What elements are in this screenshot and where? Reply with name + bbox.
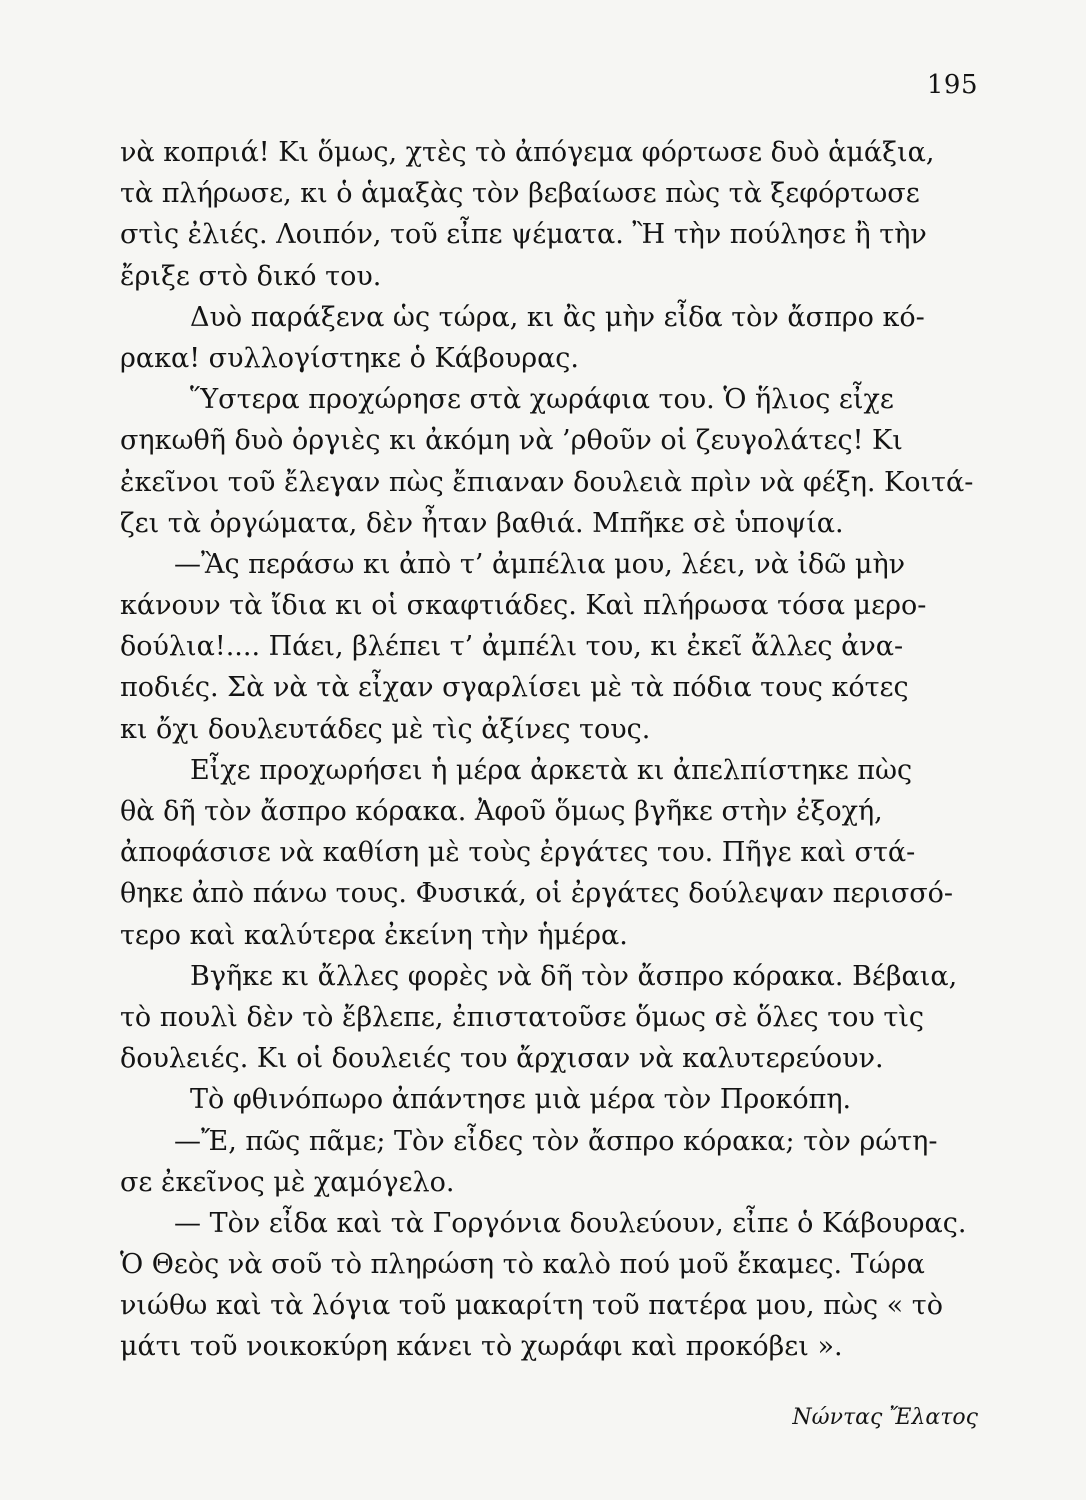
text-line: Ὁ Θεὸς νὰ σοῦ τὸ πληρώση τὸ καλὸ πού μοῦ ἔκαμες. Τώρα [120, 1249, 925, 1281]
text-line: Εἶχε προχωρήσει ἡ μέρα ἀρκετὰ κι ἀπελπίστηκε πὼς [190, 754, 913, 786]
text-line: δούλια!.... Πάει, βλέπει τ’ ἀμπέλι του, κι ἐκεῖ ἄλλες ἀνα- [120, 631, 904, 663]
text-line: μάτι τοῦ νοικοκύρη κάνει τὸ χωράφι καὶ προκόβει ». [120, 1331, 843, 1363]
page-number: 195 [926, 70, 978, 100]
text-line: θὰ δῆ τὸν ἄσπρο κόρακα. Ἀφοῦ ὅμως βγῆκε στὴν ἐξοχή, [120, 796, 883, 827]
text-line: νὰ κοπριά! Κι ὅμως, χτὲς τὸ ἀπόγεμα φόρτωσε δυὸ ἁμάξια, [120, 137, 935, 168]
text-line: ποδιές. Σὰ νὰ τὰ εἶχαν σγαρλίσει μὲ τὰ πόδια τους κότες [120, 672, 909, 704]
text-line: — Τὸν εἶδα καὶ τὰ Γοργόνια δουλεύουν, εἶπε ὁ Κάβουρας. [174, 1207, 967, 1239]
text-line: ἐκεῖνοι τοῦ ἔλεγαν πὼς ἔπιαναν δουλειὰ πρὶν νὰ φέξη. Κοιτά- [120, 466, 974, 498]
text-line: ρακα! συλλογίστηκε ὁ Κάβουρας. [120, 342, 580, 374]
text-line: Δυὸ παράξενα ὡς τώρα, κι ἂς μὴν εἶδα τὸν ἄσπρο κό- [190, 301, 925, 333]
text-line: σηκωθῆ δυὸ ὀργιὲς κι ἀκόμη νὰ ’ρθοῦν οἱ ζευγολάτες! Κι [120, 425, 903, 457]
text-line: σε ἐκεῖνος μὲ χαμόγελο. [120, 1166, 455, 1198]
text-line: Τὸ φθινόπωρο ἀπάντησε μιὰ μέρα τὸν Προκόπη. [190, 1084, 852, 1116]
text-line: κάνουν τὰ ἴδια κι οἱ σκαφτιάδες. Καὶ πλήρωσα τόσα μερο- [120, 590, 927, 622]
text-line: τερο καὶ καλύτερα ἐκείνη τὴν ἡμέρα. [120, 919, 628, 951]
text-line: ἀποφάσισε νὰ καθίση μὲ τοὺς ἐργάτες του. Πῆγε καὶ στά- [120, 837, 916, 869]
text-line: στὶς ἐλιές. Λοιπόν, τοῦ εἶπε ψέματα. Ἢ τὴν πούλησε ἢ τὴν [120, 219, 927, 251]
text-line: Ὕστερα προχώρησε στὰ χωράφια του. Ὁ ἥλιος εἶχε [190, 384, 894, 416]
text-line: ζει τὰ ὀργώματα, δὲν ἦταν βαθιά. Μπῆκε σὲ ὑποψία. [120, 507, 844, 539]
text-line: ἔριξε στὸ δικό του. [120, 260, 382, 292]
text-line: Βγῆκε κι ἄλλες φορὲς νὰ δῆ τὸν ἄσπρο κόρακα. Βέβαια, [190, 960, 958, 992]
text-line: —Ἔ, πῶς πᾶμε; Τὸν εἶδες τὸν ἄσπρο κόρακα; τὸν ρώτη- [174, 1125, 938, 1157]
text-line: κι ὄχι δουλευτάδες μὲ τὶς ἀξίνες τους. [120, 713, 651, 745]
text-line: θηκε ἀπὸ πάνω τους. Φυσικά, οἱ ἐργάτες δούλεψαν περισσό- [120, 878, 954, 910]
author-signature: Νώντας Ἔλατος [792, 1405, 978, 1430]
body-text [120, 132, 976, 1368]
text-line: δουλειές. Κι οἱ δουλειές του ἄρχισαν νὰ καλυτερεύουν. [120, 1043, 884, 1075]
text-line: τὸ πουλὶ δὲν τὸ ἔβλεπε, ἐπιστατοῦσε ὅμως σὲ ὅλες του τὶς [120, 1001, 925, 1033]
text-line: τὰ πλήρωσε, κι ὁ ἁμαξὰς τὸν βεβαίωσε πὼς τὰ ξεφόρτωσε [120, 178, 920, 210]
text-line: —Ἂς περάσω κι ἀπὸ τ’ ἀμπέλια μου, λέει, νὰ ἰδῶ μὴν [174, 548, 906, 580]
text-line: νιώθω καὶ τὰ λόγια τοῦ μακαρίτη τοῦ πατέρα μου, πὼς « τὸ [120, 1290, 943, 1322]
